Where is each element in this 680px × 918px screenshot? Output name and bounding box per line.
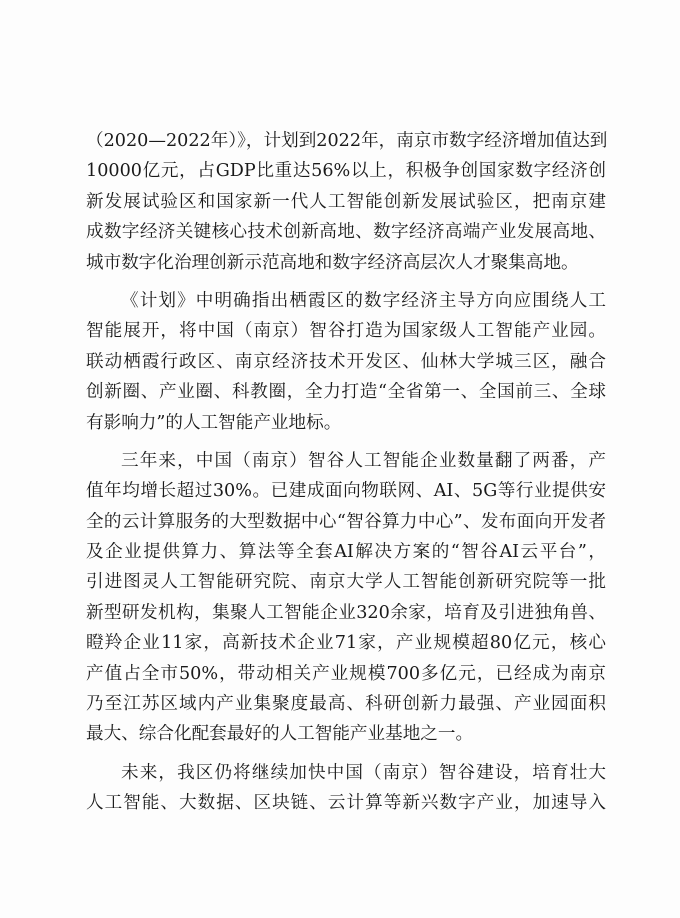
- text-line: 联动栖霞行政区、南京经济技术开发区、仙林大学城三区，融合: [86, 351, 606, 372]
- paragraph: [86, 286, 606, 438]
- text-line: 未来，我区仍将继续加快中国（南京）智谷建设，培育壮大: [121, 762, 606, 783]
- paragraph: [86, 126, 606, 278]
- document-body: [86, 126, 606, 827]
- text-line: 最大、综合化配套最好的人工智能产业基地之一。: [86, 724, 474, 745]
- text-line: 引进图灵人工智能研究院、南京大学人工智能创新研究院等一批: [86, 572, 606, 593]
- text-line: 乃至江苏区域内产业集聚度最高、科研创新力最强、产业园面积: [86, 694, 606, 715]
- paragraph: [86, 758, 606, 819]
- text-line: 人工智能、大数据、区块链、云计算等新兴数字产业，加速导入: [86, 793, 606, 814]
- text-line: 产值占全市50%，带动相关产业规模700多亿元，已经成为南京: [86, 663, 606, 684]
- text-line: （2020—2022年）》，计划到2022年，南京市数字经济增加值达到: [86, 131, 608, 151]
- text-line: 新型研发机构，集聚人工智能企业320余家，培育及引进独角兽、: [86, 602, 606, 623]
- text-line: 智能展开，将中国（南京）智谷打造为国家级人工智能产业园。: [86, 321, 606, 342]
- text-line: 瞪羚企业11家，高新技术企业71家，产业规模超80亿元，核心: [86, 633, 606, 654]
- text-line: 创新圈、产业圈、科教圈，全力打造“全省第一、全国前三、全球: [86, 382, 606, 403]
- text-line: 全的云计算服务的大型数据中心“智谷算力中心”、发布面向开发者: [86, 511, 606, 532]
- text-line: 及企业提供算力、算法等全套AI解决方案的“智谷AI云平台”，: [86, 542, 606, 563]
- text-line: 三年来，中国（南京）智谷人工智能企业数量翻了两番，产: [121, 450, 606, 471]
- text-line: 值年均增长超过30%。已建成面向物联网、AI、5G等行业提供安: [86, 481, 606, 502]
- text-line: 10000亿元，占GDP比重达56%以上，积极争创国家数字经济创: [86, 161, 606, 182]
- text-line: 城市数字化治理创新示范高地和数字经济高层次人才聚集高地。: [86, 252, 579, 273]
- text-line: 《计划》中明确指出栖霞区的数字经济主导方向应围绕人工: [121, 290, 606, 311]
- text-line: 新发展试验区和国家新一代人工智能创新发展试验区，把南京建: [86, 191, 606, 212]
- text-line: 有影响力”的人工智能产业地标。: [86, 412, 342, 433]
- text-line: 成数字经济关键核心技术创新高地、数字经济高端产业发展高地、: [86, 222, 606, 243]
- paragraph: [86, 446, 606, 750]
